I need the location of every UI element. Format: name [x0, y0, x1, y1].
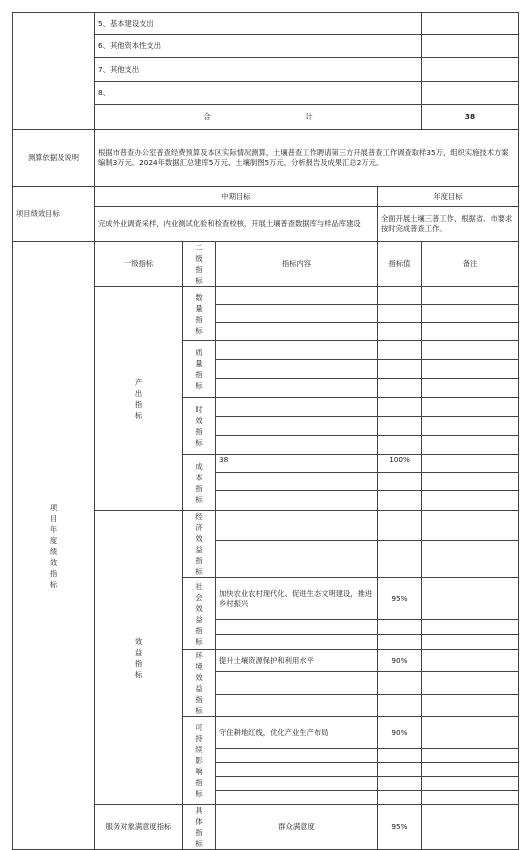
expense-item-5: 5、基本建设支出 — [95, 13, 422, 35]
social-content: 加快农业农村现代化、促进生态文明建设，推进乡村振兴 — [216, 578, 378, 620]
specific-indicator: 具体指标 — [183, 805, 216, 850]
annual-header: 年度目标 — [378, 187, 519, 207]
timeliness-indicator: 时效指标 — [183, 398, 216, 455]
environment-content: 提升土壤资源保护和利用水平 — [216, 650, 378, 672]
output-indicators-label: 产出指标 — [95, 287, 183, 511]
satisfaction-value: 95% — [378, 805, 422, 850]
quantity-indicator: 数量指标 — [183, 287, 216, 341]
header-note: 备注 — [422, 242, 519, 287]
sustainable-indicator: 可持续影响指标 — [183, 717, 216, 805]
basis-text: 根据市普查办公室普查经费预算及本区实际情况测算，土壤普查工作聘请第三方开展普查工作调查取样35万，组织实施技术方案编制3万元。2024年数据汇总建库5万元、土壤制图5万元，分析报告及成果汇总2万元。 — [95, 130, 519, 187]
total-value: 38 — [422, 105, 519, 130]
satisfaction-content: 群众满意度 — [216, 805, 378, 850]
cost-content: 38 — [216, 455, 378, 473]
benefit-indicators-label: 效益指标 — [95, 511, 183, 805]
expense-item-8: 8、 — [95, 82, 422, 105]
expense-value-6 — [422, 35, 519, 58]
mid-term-header: 中期目标 — [95, 187, 378, 207]
sustainable-value: 90% — [378, 717, 422, 749]
expense-value-7 — [422, 58, 519, 82]
quality-indicator: 质量指标 — [183, 341, 216, 398]
total-label — [95, 105, 422, 130]
left-blank-cell — [13, 13, 95, 130]
economic-indicator: 经济效益指标 — [183, 511, 216, 578]
sustainable-content: 守住耕地红线，优化产业生产布局 — [216, 717, 378, 749]
expense-item-6: 6、其他资本性支出 — [95, 35, 422, 58]
goals-label: 项目绩效目标 — [13, 187, 95, 242]
mid-term-text: 完成外业调查采样，内业测试化验和检查校核，开展土壤普查数据库与样品库建设 — [95, 207, 378, 242]
expense-value-8 — [422, 82, 519, 105]
environment-value: 90% — [378, 650, 422, 672]
social-value: 95% — [378, 578, 422, 620]
social-indicator: 社会效益指标 — [183, 578, 216, 650]
budget-performance-table — [12, 12, 519, 850]
cost-value: 100% — [378, 455, 422, 473]
expense-value-5 — [422, 13, 519, 35]
header-content: 指标内容 — [216, 242, 378, 287]
header-level1: 一级指标 — [95, 242, 183, 287]
total-label-right: 计 — [305, 112, 313, 121]
header-level2: 二级指标 — [183, 242, 216, 287]
annual-text: 全面开展土壤三普工作，根据省、市要求按时完成普查工作。 — [378, 207, 519, 242]
total-label-left: 合 — [203, 112, 211, 121]
basis-label: 测算依据及说明 — [13, 130, 95, 187]
indicators-section-label: 项目年度绩效指标 — [13, 242, 95, 850]
satisfaction-indicators-label: 服务对象满意度指标 — [95, 805, 183, 850]
environment-indicator: 环境效益指标 — [183, 650, 216, 717]
expense-item-7: 7、其他支出 — [95, 58, 422, 82]
header-value: 指标值 — [378, 242, 422, 287]
cost-indicator: 成本指标 — [183, 455, 216, 511]
